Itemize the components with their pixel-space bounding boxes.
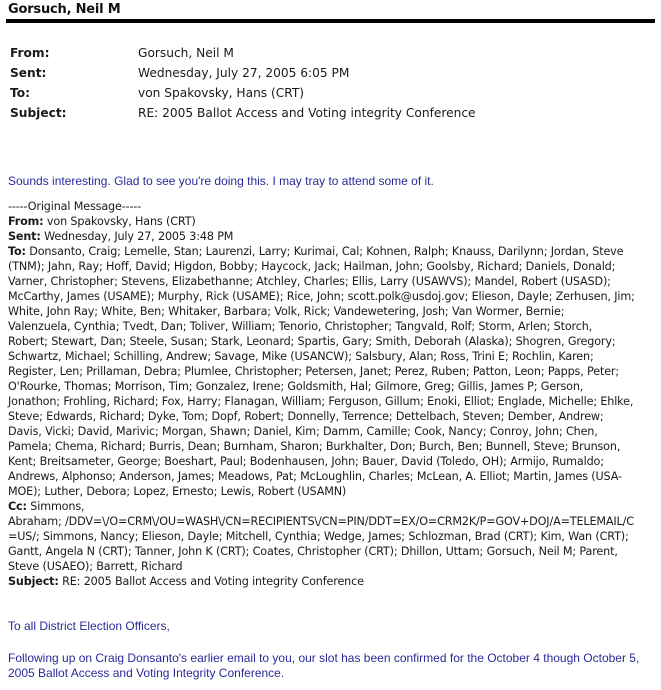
to-line	[8, 244, 660, 259]
to-line-text: Donsanto, Craig; Lemelle, Stan; Laurenzi, Larry; Kurimai, Cal; Kohnen, Ralph; Knauss, Darilynn; Jordan, Steve	[25, 245, 624, 258]
from-value: Gorsuch, Neil M	[138, 46, 234, 60]
to-line: Steve; Edwards, Richard; Dyke, Tom; Dopf, Robert; Donnelly, Terrence; Dettelbach, Steven; Dember, Andrew;	[8, 410, 604, 423]
to-value: von Spakovsky, Hans (CRT)	[138, 86, 305, 100]
original-cc	[8, 499, 660, 574]
header-from-row	[10, 46, 476, 66]
to-line: Jonathon; Frohling, Richard; Fox, Harry; Flanagan, William; Ferguson, Gillum; Enoki, Elliot; Englade, Michelle; Ehlke,	[8, 395, 634, 408]
original-subject-value: RE: 2005 Ballot Access and Voting integrity Conference	[58, 575, 364, 588]
cc-line: Abraham; /DDV=\/O=CRM\/OU=WASH\/CN=RECIPIENTS\/CN=PIN/DDT=EX/O=CRM2K/P=GOV+DOJ/A=TELEMAIL/C	[8, 515, 634, 528]
cc-line: Gantt, Angela N (CRT); Tanner, John K (CRT); Coates, Christopher (CRT); Dhillon, Uttam; Gorsuch, Neil M; Parent,	[8, 545, 618, 558]
to-line: Davis, Vicki; David, Marivic; Morgan, Shawn; Daniel, Kim; Damm, Camille; Cook, Nancy; Conroy, John; Chen,	[8, 425, 598, 438]
cc-line-text: Simmons,	[26, 500, 85, 513]
to-line: McCarthy, James (USAME); Murphy, Rick (USAME); Rice, John; scott.polk@usdoj.gov; Elieson, Dayle; Zerhusen, Jim;	[8, 290, 635, 303]
original-paragraph: Following up on Craig Donsanto's earlier email to you, our slot has been confirmed for the October 4 though October 5, 2005 Ballot Access and Voting Integrity Conference.	[8, 651, 640, 680]
original-subject-label: Subject:	[8, 575, 59, 588]
to-line: White, John Ray; White, Ben; Whitaker, Barbara; Volk, Rick; Vandewetering, Josh; Van Wormer, Bernie;	[8, 305, 565, 318]
original-sent-label: Sent:	[8, 230, 41, 243]
to-line: MOE); Luther, Debora; Lopez, Ernesto; Lewis, Robert (USAMN)	[8, 485, 347, 498]
sent-label: Sent:	[10, 66, 47, 80]
original-to	[8, 244, 660, 499]
to-line: Robert; Stewart, Dan; Steele, Susan; Stark, Leonard; Spartis, Gary; Smith, Deborah (Alaska); Shogren, Gregory;	[8, 335, 616, 348]
original-sent-value: Wednesday, July 27, 2005 3:48 PM	[40, 230, 234, 243]
original-from-value: von Spakovsky, Hans (CRT)	[43, 215, 196, 228]
to-line: Pamela; Chema, Richard; Burris, Dean; Burnham, Sharon; Burkhalter, Don; Burch, Ben; Bunnell, Steve; Brunson,	[8, 440, 621, 453]
to-line: Valenzuela, Cynthia; Tvedt, Dan; Toliver, William; Tenorio, Christopher; Tangvald, Rolf; Storm, Arlen; Storch,	[8, 320, 593, 333]
to-line: (TNM); Jahn, Ray; Hoff, David; Higdon, Bobby; Haycock, Jack; Hailman, John; Goolsby, Richard; Daniels, Donald;	[8, 260, 616, 273]
subject-value: RE: 2005 Ballot Access and Voting integrity Conference	[138, 106, 476, 120]
original-message-separator: -----Original Message-----	[8, 200, 142, 213]
to-line: Schwartz, Michael; Schilling, Andrew; Savage, Mike (USANCW); Salsbury, Alan; Ross, Trini E; Rochlin, Karen;	[8, 350, 594, 363]
sent-value: Wednesday, July 27, 2005 6:05 PM	[138, 66, 350, 80]
cc-line: Steve (USAEO); Barrett, Richard	[8, 560, 183, 573]
cc-line	[8, 499, 660, 514]
original-message	[8, 199, 660, 589]
header-sent-row	[10, 66, 476, 86]
from-label: From:	[10, 46, 50, 60]
cc-line: =US/; Simmons, Nancy; Elieson, Dayle; Mitchell, Cynthia; Wedge, James; Schlozman, Brad (CRT); Kim, Wan (CRT);	[8, 530, 629, 543]
to-line: Varner, Christopher; Stevens, Elizabethanne; Atchley, Charles; Ellis, Larry (USAWVS); Mandel, Robert (USASD);	[8, 275, 611, 288]
original-sent	[8, 229, 660, 244]
to-label: To:	[10, 86, 30, 100]
email-header	[10, 46, 476, 126]
to-line: Kent; Breitsameter, George; Boeshart, Paul; Bodenhausen, John; Bauer, David (Toledo, OH); Armijo, Rumaldo;	[8, 455, 604, 468]
original-from-label: From:	[8, 215, 44, 228]
original-to-label: To:	[8, 245, 26, 258]
header-subject-row	[10, 106, 476, 126]
to-line: Andrews, Alphonso; Anderson, James; Meadows, Pat; McLoughlin, Charles; McLean, A. Elliot; Martin, James (USA-	[8, 470, 622, 483]
document-owner-title: Gorsuch, Neil M	[8, 2, 121, 17]
title-rule	[6, 19, 655, 23]
original-subject	[8, 574, 660, 589]
to-line: Register, Len; Prillaman, Debra; Plumlee, Christopher; Petersen, Janet; Perez, Ruben; Patton, Leon; Papps, Peter;	[8, 365, 619, 378]
original-cc-label: Cc:	[8, 500, 27, 513]
original-greeting: To all District Election Officers,	[8, 619, 170, 633]
header-to-row	[10, 86, 476, 106]
subject-label: Subject:	[10, 106, 67, 120]
original-from	[8, 214, 660, 229]
reply-body: Sounds interesting. Glad to see you're doing this. I may tray to attend some of it.	[8, 174, 434, 188]
to-line: O'Rourke, Thomas; Morrison, Tim; Gonzalez, Irene; Goldsmith, Hal; Gilmore, Greg; Gillis, James P; Gerson,	[8, 380, 584, 393]
